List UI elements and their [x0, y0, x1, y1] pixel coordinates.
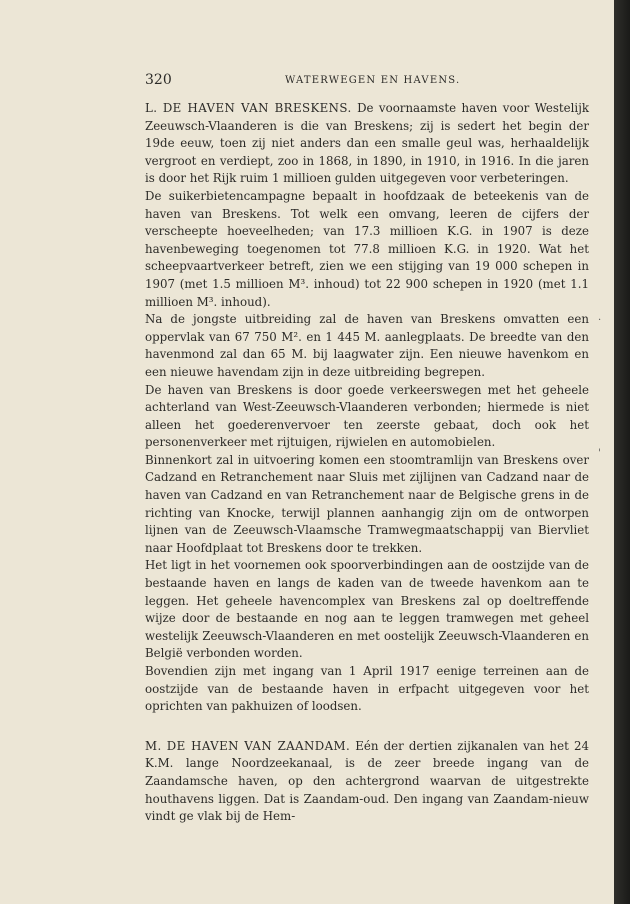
section-l-title: DE HAVEN VAN BRESKENS.: [162, 101, 352, 115]
page-number: 320: [145, 72, 172, 88]
margin-tick: ': [598, 448, 601, 459]
section-m-title: DE HAVEN VAN ZAANDAM.: [166, 738, 351, 753]
section-l-intro: [145, 100, 589, 188]
book-binding-edge: [614, 0, 630, 904]
section-m-paragraph-1: Eén der dertien zijkanalen van het 24 K.M. lange Noordzeekanaal, is de zeer breede ingang van de Zaandamsche haven, op den achtergrond waarvan de uitgestrekte houthavens liggen. Dat is Zaandam-oud. Den ingang van Zaandam-nieuw vindt ge vlak bij de Hem-: [145, 738, 589, 824]
section-m-label: M.: [145, 738, 162, 753]
section-l-paragraph-7: Bovendien zijn met ingang van 1 April 1917 eenige terreinen aan de oostzijde van de bestaande haven in erfpacht uitgegeven voor het oprichten van pakhuizen of loodsen.: [145, 664, 589, 714]
section-l-paragraph-1: De voornaamste haven voor Westelijk Zeeuwsch-Vlaanderen is die van Breskens; zij is sedert het begin der 19de eeuw, toen zij niet anders dan een smalle geul was, herhaaldelijk vergroot en verdiept, zoo in 1868, in 1890, in 1910, in 1916. In die jaren is door het Rijk ruim 1 millioen gulden uitgegeven voor verbeteringen.: [145, 101, 590, 186]
page-header: [145, 72, 585, 92]
section-l-paragraph-2: De suikerbietencampagne bepaalt in hoofdzaak de beteekenis van de haven van Breskens. Tot welk een omvang, leeren de cijfers der verscheepte hoeveelheden; van 17.3 millioen K.G. in 1907 is deze havenbeweging toegenomen tot 77.8 millioen K.G. in 1920. Wat het scheepvaartverkeer betreft, zien we een stijging van 19 000 schepen in 1907 (met 1.5 millioen M³. inhoud) tot 22 900 schepen in 1920 (met 1.1 millioen M³. inhoud).: [145, 188, 589, 309]
section-l-paragraph-4: De haven van Breskens is door goede verkeerswegen met het geheele achterland van West-Zeeuwsch-Vlaanderen verbonden; hiermede is niet alleen het goederenvervoer ten zeerste gebaat, doch ook het personenverkeer met rijtuigen, rijwielen en automobielen.: [145, 382, 589, 450]
section-l-paragraph-5: Binnenkort zal in uitvoering komen een stoomtramlijn van Breskens over Cadzand en Retranchement naar Sluis met zijlijnen van Cadzand naar de haven van Cadzand en van Retranchement naar de Belgische grens in de richting van Knocke, terwijl plannen aanhangig zijn om de ontworpen lijnen van de Zeeuwsch-Vlaamsche Tramwegmaatschappij van Biervliet naar Hoofdplaat tot Breskens door te trekken.: [145, 452, 589, 555]
running-title: WATERWEGEN EN HAVENS.: [285, 75, 461, 86]
section-l-paragraph-3: Na de jongste uitbreiding zal de haven van Breskens omvatten een oppervlak van 67 750 M². en 1 445 M. aanlegplaats. De breedte van den havenmond zal dan 65 M. bij laagwater zijn. Een nieuwe havenkom en een nieuwe havendam zijn in deze uitbreiding begrepen.: [145, 312, 589, 379]
section-m-intro: [145, 738, 589, 826]
body-text: [145, 100, 589, 826]
section-l-label: L.: [145, 101, 158, 115]
margin-dot: .: [598, 312, 602, 323]
section-divider: [145, 716, 589, 738]
section-l-paragraph-6: Het ligt in het voornemen ook spoorverbindingen aan de oostzijde van de bestaande haven en langs de kaden van de tweede havenkom aan te leggen. Het geheele havencomplex van Breskens zal op doeltreffende wijze door de bestaande en nog aan te leggen tramwegen met geheel westelijk Zeeuwsch-Vlaanderen en met oostelijk Zeeuwsch-Vlaanderen en België verbonden worden.: [145, 558, 589, 661]
